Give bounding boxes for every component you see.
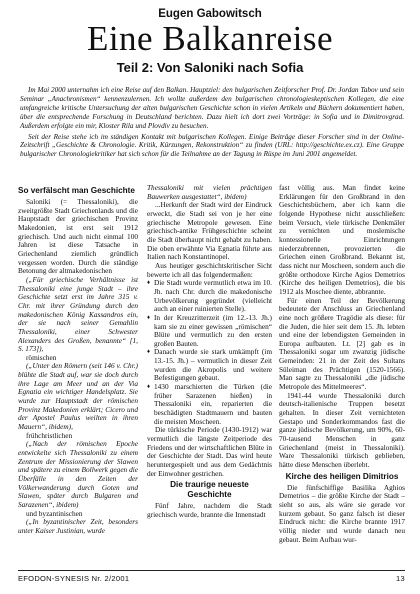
quote: Thessaloniki mit vielen prächtigen Bauwerken ausgestattet“, ibidem): [147, 184, 272, 201]
intro-paragraph: Seit der Reise stehe ich im ständigen Kontakt mit bulgarischen Kollegen. Einige Beiträge dieser Forscher sind in der Online-Zeitschrift „Geschichte & Chronologie. Kritik, Kürzungen, Rekonstruktion“ zu finden (URL: http://geschichte.ex.cz). Eine Gruppe bulgarischer Chronologiekritiker hat sich schon für die Teilnahme an der Tagung in Rüspe im Juni 2001 angemeldet.: [20, 132, 404, 159]
article-intro: [20, 86, 404, 161]
bullet-list: [147, 279, 272, 426]
text-column-2: [147, 184, 272, 564]
body-paragraph: Fünf Jahre, nachdem die Stadt griechisch wurde, brannte die Innenstadt: [147, 501, 272, 519]
article-author: Eugen Gabowitsch: [158, 8, 262, 20]
quote: („In byzantinischer Zeit, besonders unter Kaiser Justinian, wurde: [18, 517, 138, 535]
list-item: ♦ Danach wurde sie stark umkämpft (im 13.-15. Jh.) – vermutlich in dieser Zeit wurden die Akropolis und weitere Befestigungen gebaut.: [147, 348, 272, 383]
footer-publication: EFODON-SYNESIS Nr. 2/2001: [18, 574, 130, 583]
body-paragraph: ...Herkunft der Stadt wird der Eindruck erweckt, die Stadt sei von je her eine griechische Metropole gewesen. Eine griechisch-antike Frühgeschichte scheint die Stadt überhaupt nicht gehabt zu haben. Die oben erwähnte Via Egnatia führte aus Italien nach Konstantinopel.: [147, 200, 272, 262]
quote: („Für griechische Verhältnisse ist Thessaloniki eine junge Stadt – ihre Geschichte setzt erst im Jahre 315 v. Chr. mit ihrer Gründung durch den makedonischen König Kassandros ein, der sie nach seiner Gemahlin Thessaloniki, einer Schwester Alexanders des Großen, benannte“ [1, S. 173]),: [18, 274, 138, 354]
section-heading: Kirche des heiligen Dimitrios: [285, 471, 399, 481]
body-paragraph: Saloniki (= Thessaloniki), die zweitgrößte Stadt Griechenlands und die Hauptstadt der griechischen Provinz Makedonien, ist erst seit 1912 griechisch. Und auch nicht einmal 100 Jahren ist diese Tatsache in Griechenland ziemlich gründlich vergessen worden. Durch die ständige Betonung der altmakedonischen: [18, 197, 138, 276]
body-paragraph: Die fünfschiffige Basilika Aghios Demetrios – die größte Kirche der Stadt – sieht so aus, als wäre sie gerade vor kurzem gebaut. So ganz falsch ist dieser Eindruck nicht: die Kirche brannte 1917 völlig nieder und wurde danach neu gebaut. Beim Aufbau wur-: [279, 482, 405, 544]
footer-rule: [18, 570, 405, 571]
body-paragraph: Für einen Teil der Bevölkerung bedeutete der Anschluss an Griechenland eine noch größere Tragödie als diese: für die Juden, die hier seit dem 15. Jh. lebten und eine der lebendigsten Gemeinden in Europa aufbauten. Lt. [2] gab es in Thessaloniki sogar um zwanzig jüdische Gemeinden: 21 in der Zeit des Sultans Süleiman des Prächtigen (1520-1566). Man sagte zu Thessaloniki „die jüdische Metropole des Mittelmeeres“.: [279, 295, 405, 392]
article-subtitle: Teil 2: Von Saloniki nach Sofia: [116, 60, 304, 75]
page-number: 13: [396, 574, 405, 583]
text-column-3: [279, 184, 405, 564]
body-paragraph: 1941-44 wurde Thessaloniki durch deutsch-italienische Truppen besetzt gehalten. In dieser Zeit vernichteten Gestapo und Sonderkommandos fast die ganze jüdische Bevölkerung, um 90%, 60-70-tausend Menschen in ganz Griechenland (meist in Thessaloniki). Ware Thessaloniki türkisch geblieben, hätte diese Menschen überlebt.: [279, 390, 405, 469]
article-title: Eine Balkanreise: [86, 19, 334, 58]
body-paragraph: Die türkische Periode (1430-1912) war vermutlich die längste Zeitperiode des Friedens und der wirtschaftlichen Blüte in der Geschichte der Stadt. Das wird heute heruntergespielt und aus dem Gedächtnis der Einwohner gestrichen.: [147, 425, 272, 478]
section-heading: So verfälscht man Geschichte: [18, 186, 135, 195]
body-paragraph: römischen: [26, 352, 57, 362]
quote: („Unter den Römern (seit 146 v. Chr.) blühte die Stadt auf, war sie doch durch ihre Lage am Meer und an der Via Egnatia ein wichtiger Handelsplatz. Sie wurde zur Hauptstadt der römischen Provinz Makedonien erklärt; Cicero und der Apostel Paulus weilten in ihren Mauern“, ibidem),: [18, 361, 138, 432]
quote: („Nach der römischen Epoche entwickelte sich Thessaloniki zu einem Zentrum der Missionierung der Slawen und spätere zu einem Bollwerk gegen die Überfälle in den Zeiten der Völkerwanderung durch Goten und Slawen, später durch Bulgaren und Sarazenen“, ibidem): [18, 439, 138, 509]
text-column-1: [18, 184, 138, 564]
body-paragraph: fast völlig aus. Man findet keine Erklärungen für den Großbrand in den Geschichtsbüchern, aber ich kann die folgende Hypothese nicht ausschließen: beim Versuch, viele türkische Denkmäler zu vernichten und moslemische kontessionelle Einrichtungen niederzubrennen, provozierten die Griechen einen Großbrand. Bekannt ist, dass nicht nur Moscheen, sondern auch die größte orthodoxe Kirche Agios Demetrios (Kirche des heiligen Demetrios), die bis 1912 als Moschee diente, abbrannte.: [279, 184, 405, 296]
body-paragraph: und byzantinischen: [26, 508, 83, 518]
section-heading: Die traurige neueste Geschichte: [170, 480, 249, 500]
list-item: ♦ In der Kreuzritterzeit (im 12.-13. Jh.) kam sie zu einer gewissen „römischen“ Blüte und vermutlich zu den ersten großen Bauten.: [147, 314, 272, 349]
body-paragraph: frühchristlichen: [26, 430, 73, 440]
list-item: ♦ Die Stadt wurde vermutlich etwa im 10. Jh. nach Chr. durch die makedonische Urbevölkerung gegründet (vielleicht auch an einer ruinierten Stelle).: [147, 279, 272, 314]
intro-paragraph: Im Mai 2000 unternahm ich eine Reise auf den Balkan. Hauptziel: den bulgarischen Zeitforscher Prof. Dr. Jordan Tabov und sein Seminar „Anachronismen“ kennenzulernen. Ich wollte außerdem den bulgarischen chronologieskeptischen Kollegen, die eine umfangreiche kritische Untersuchung der alten bulgarischen Geschichte schon in vielen Artikeln und Büchern dokumentiert haben, über die entsprechende Forschung in Deutschland berichten. Dazu hielt ich dort zwei Vorträge: in Sofia und in Dimitrovgrad. Außerdem erfolgte ein mir, Kloster Rila und Plovdiv zu besuchen.: [20, 86, 404, 130]
body-paragraph: Aus heutiger geschichtskritischer Sicht bewerte ich all das folgendermaßen:: [147, 260, 272, 279]
list-item: ♦ 1430 marschierten die Türken (die früher Sarazenen hießen) in Thessaloniki ein, reparierten die beschädigten Stadtmauern und bauten die meisten Moscheen.: [147, 383, 272, 426]
